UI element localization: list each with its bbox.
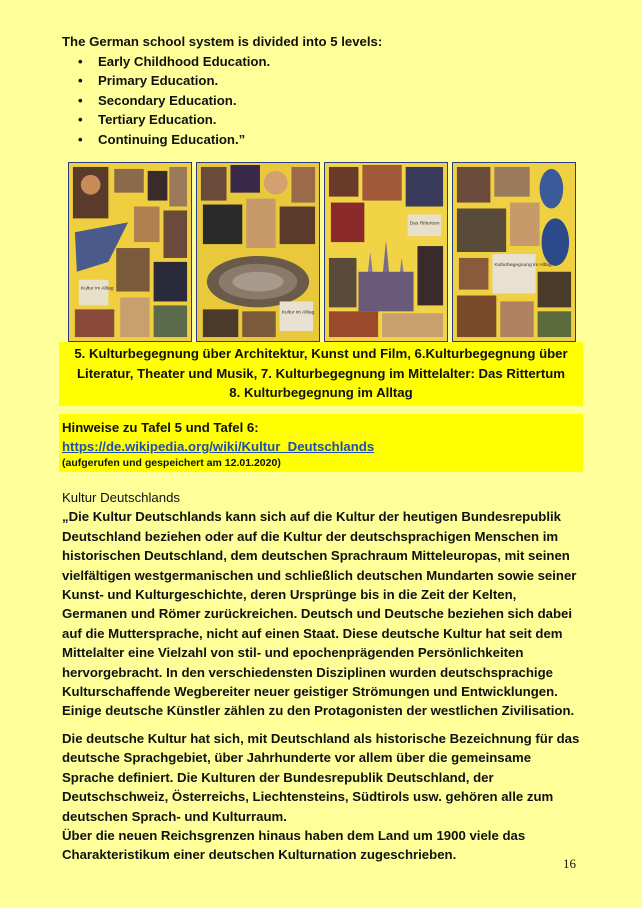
paragraph: „Die Kultur Deutschlands kann sich auf die Kultur der heutigen Bundesrepublik Deutschland beziehen oder auf die Kultur der deutschsprachigen Menschen im historischen Deutschland, dem deutschen Sprachraum Mitteleuropas, mit seinen vielfältigen westgermanischen und schließlich deutschen Mundarten sowie seiner Kunst- und Kulturgeschichte, deren Ursprünge bis in die Zeit der Kelten, Germanen und Römer zurückreichen. Deutsch und Deutsche beziehen sich dabei auf die Muttersprache, nicht auf einen Staat. Diese deutsche Kultur hat seit dem Mittelalter eine Vielzahl von stil- und epochenprägenden Persönlichkeiten hervorgebracht. In den verschiedensten Disziplinen wurden deutschsprachige Kulturschaffende Wegbereiter neuer geistiger Strömungen und Entwicklungen. Einige deutsche Künstler zählen zu den Protagonisten der westlichen Zivilisation.: [62, 509, 577, 719]
list-item: • Primary Education.: [98, 71, 382, 91]
collage-row: [68, 162, 576, 344]
school-levels-section: [62, 32, 382, 149]
collage-label: Kulturbegegnung im Alltag: [494, 262, 552, 268]
article-heading: Kultur Deutschlands: [62, 490, 181, 505]
article-body: [62, 488, 582, 865]
collage-label: Kultur im Alltag: [281, 310, 315, 316]
list-item: • Secondary Education.: [98, 91, 382, 111]
list-item: • Early Childhood Education.: [98, 52, 382, 72]
hinweise-title: Hinweise zu Tafel 5 und Tafel 6:: [62, 420, 259, 435]
school-levels-list: [62, 52, 382, 150]
paragraph: Über die neuen Reichsgrenzen hinaus haben dem Land um 1900 viele das Charakteristikum einer deutschen Kulturnation zugeschrieben.: [62, 827, 526, 863]
caption-line: 5. Kulturbegegnung über Architektur, Kunst und Film, 6.Kulturbegegnung über: [74, 346, 568, 361]
collage-label: Das Rittertum: [409, 221, 440, 227]
list-item: • Tertiary Education.: [98, 110, 382, 130]
wikipedia-link[interactable]: https://de.wikipedia.org/wiki/Kultur_Deutschlands: [62, 439, 375, 454]
list-item: • Continuing Education.”: [98, 130, 382, 150]
school-levels-lead: The German school system is divided into 5 levels:: [62, 34, 383, 49]
collage-architecture-image: [68, 162, 192, 342]
caption-line: Literatur, Theater und Musik, 7. Kulturbegegnung im Mittelalter: Das Rittertum: [77, 365, 565, 381]
hinweise-box: [59, 414, 583, 472]
access-note: (aufgerufen und gespeichert am 12.01.2020): [62, 457, 281, 469]
collage-caption: [59, 342, 583, 406]
collage-everyday-image: [452, 162, 576, 342]
collage-middle-ages-image: [324, 162, 448, 342]
paragraph: Die deutsche Kultur hat sich, mit Deutschland als historische Bezeichnung für das deutsche Sprachgebiet, über Jahrhunderte vor allem über die gemeinsame Sprache definiert. Die Kulturen der Bundesrepublik Deutschland, der Deutschschweiz, Österreichs, Liechtensteins, Südtirols usw. gehören alle zum deutschen Sprach- und Kulturraum.: [62, 730, 580, 824]
caption-line: 8. Kulturbegegnung im Alltag: [229, 385, 413, 400]
collage-literature-image: [196, 162, 320, 342]
page-number: 16: [563, 856, 576, 871]
collage-label: Kultur im Alltag: [80, 286, 114, 292]
